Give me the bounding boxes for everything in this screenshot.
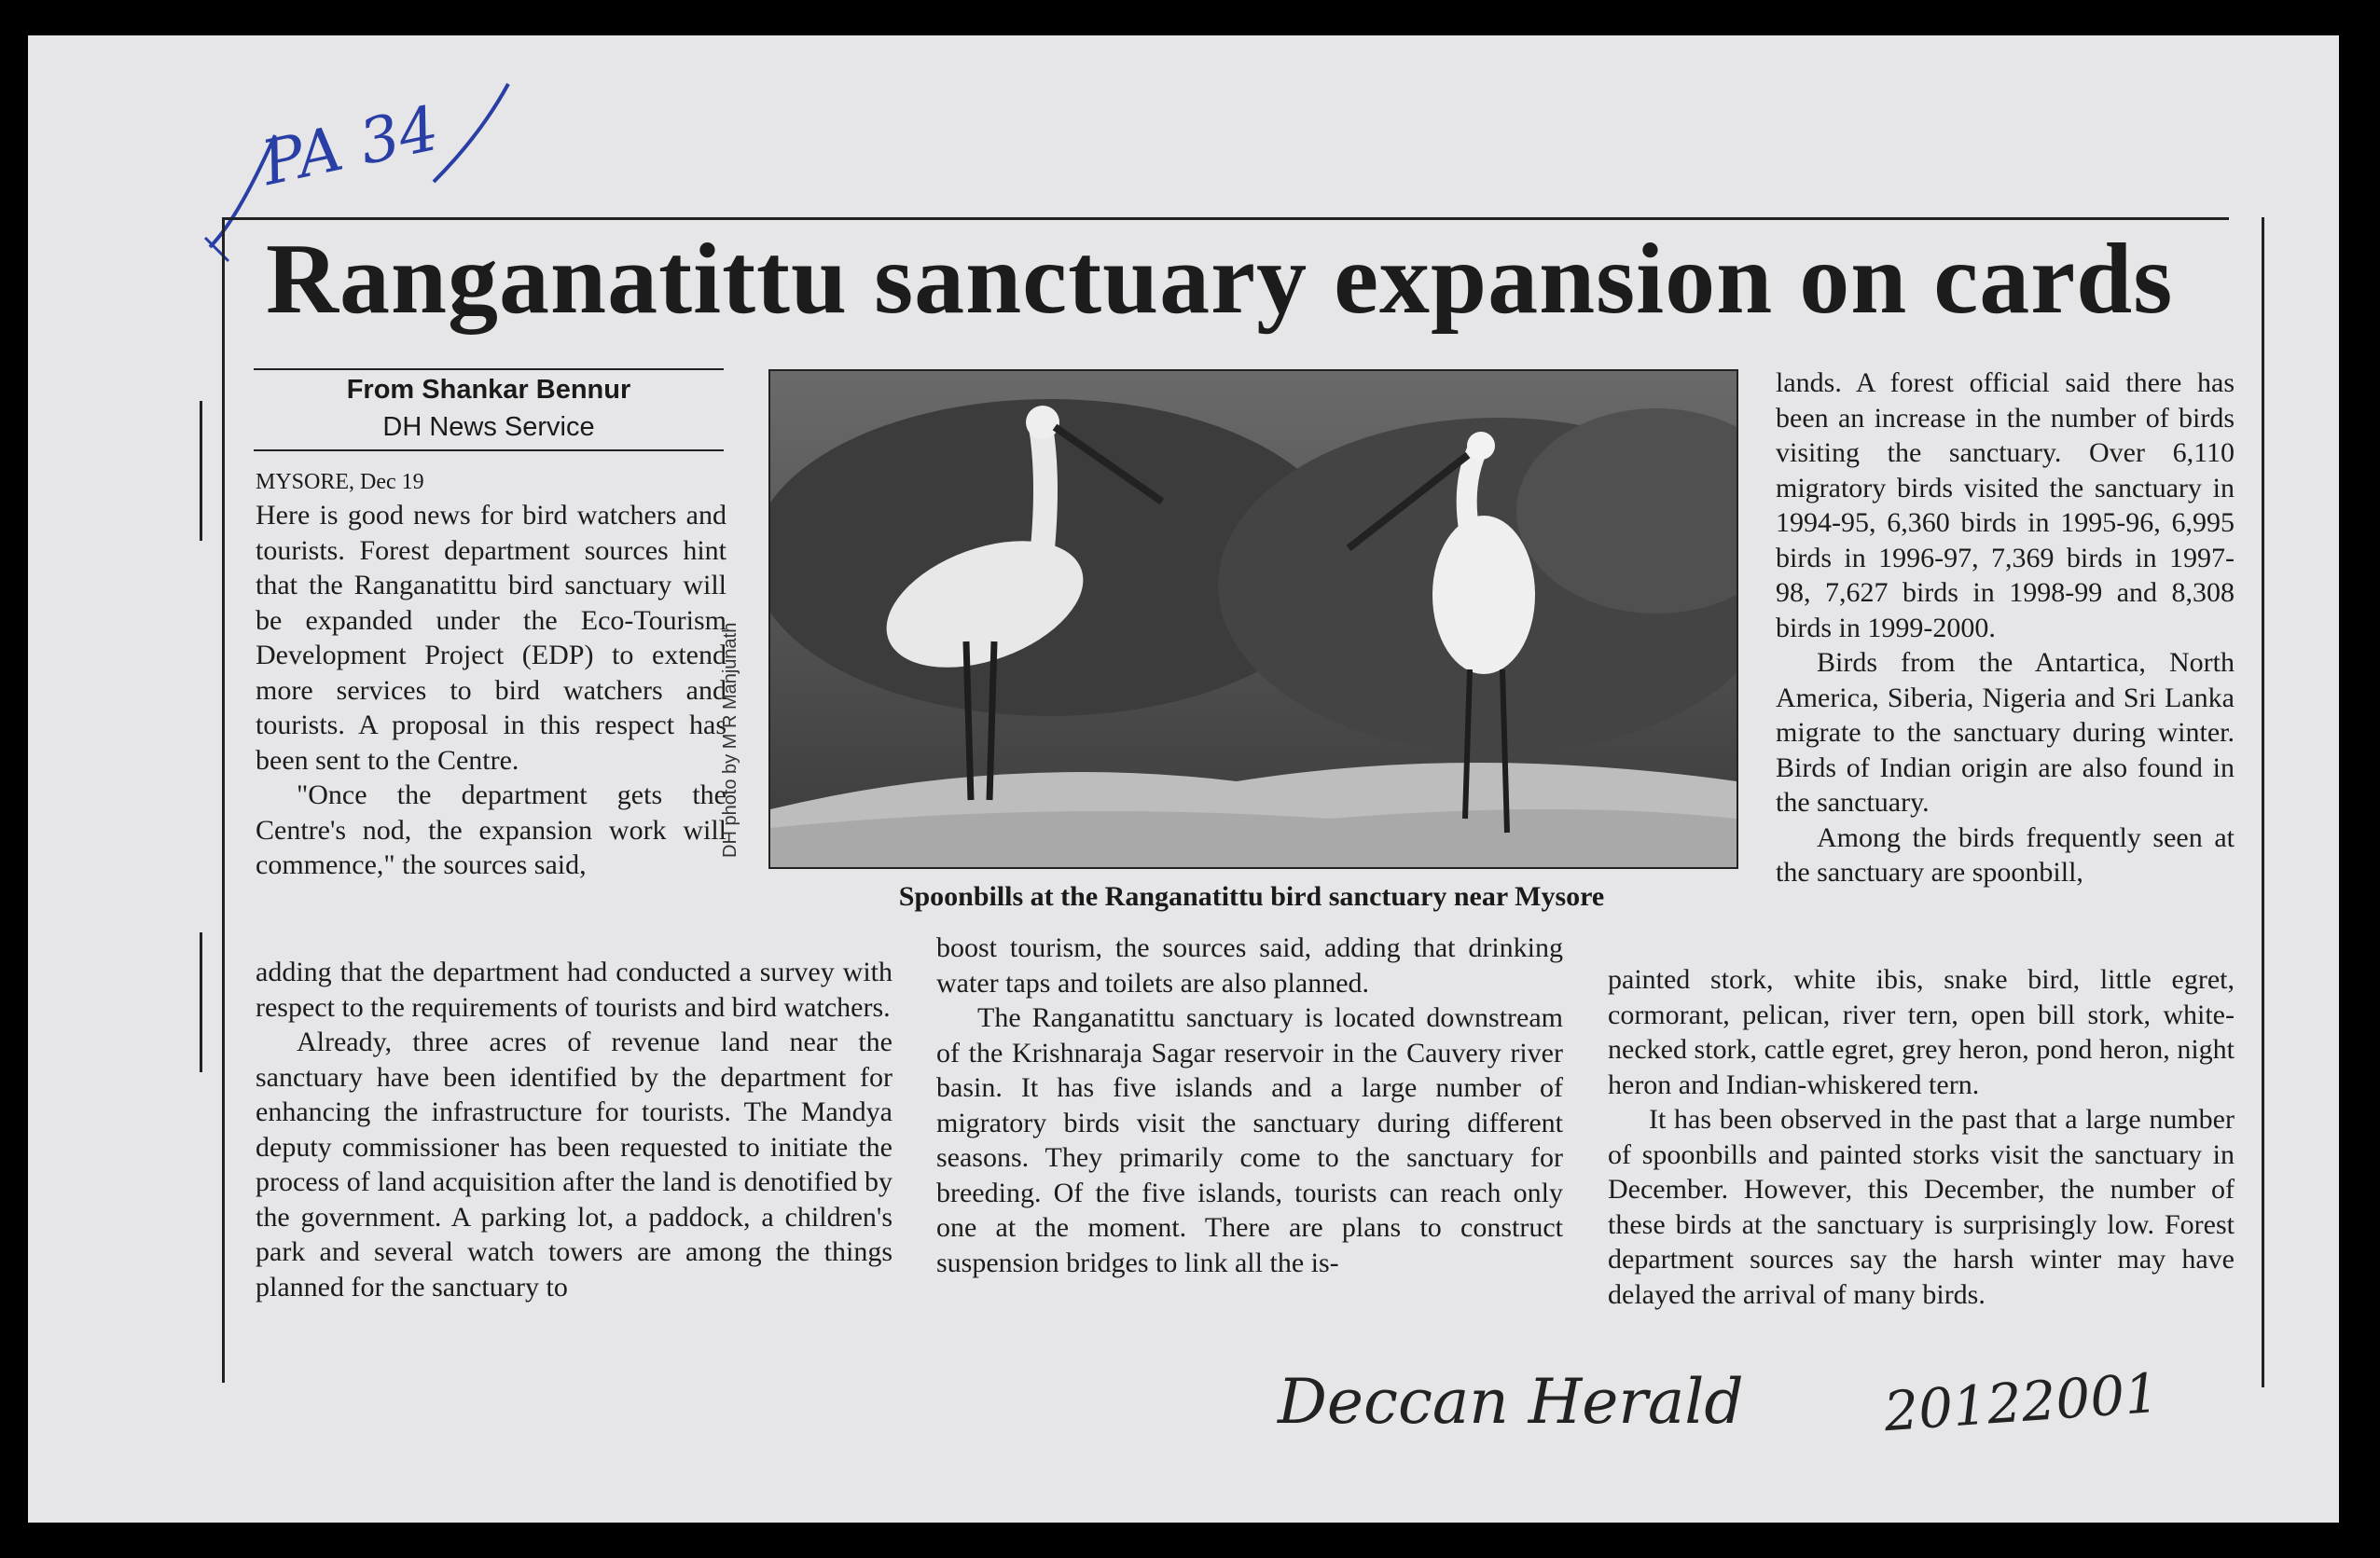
left-margin-tick: [200, 401, 202, 541]
paragraph-1: Here is good news for bird watchers and tourists. Forest department sources hint that the Ranganatittu bird sanctuary will be expanded under the Eco-Tourism Development Project (EDP) to extend more services to bird watchers and tourists. A proposal in this respect has been sent to the Centre.: [256, 500, 726, 776]
top-rule: [224, 217, 2229, 220]
headline: Ranganatittu sanctuary expansion on cards: [266, 224, 2174, 335]
byline-rule-bottom: [254, 449, 724, 451]
paragraph-3: Already, three acres of revenue land near the sanctuary have been identified by the department for enhancing the infrastructure for tourists. The Mandya deputy commissioner has been requested to initiate the process of land acquisition after the land is denotified by the government. A parking lot, a paddock, a children's park and several watch towers are among the things planned for the sanctuary to: [256, 1027, 892, 1303]
handwritten-date: 20122001: [1881, 1360, 2162, 1444]
paragraph-2: "Once the department gets the Centre's nod, the expansion work will commence," the sources said,: [256, 779, 726, 880]
paragraph-6: lands. A forest official said there has been an increase in the number of birds visiting the sanctuary. Over 6,110 migratory birds visited the sanctuary in 1994-95, 6,360 birds in 1995-96, 6,995 birds in 1996-97, 7,369 birds in 1997-98, 7,627 birds in 1998-99 and 8,308 birds in 1999-2000.: [1776, 367, 2235, 643]
paragraph-8-cont: painted stork, white ibis, snake bird, little egret, cormorant, pelican, river tern, open bill stork, white-necked stork, cattle egret, grey heron, pond heron, night heron and Indian-whiskered tern.: [1608, 964, 2235, 1100]
column-1-bottom: [256, 955, 892, 1304]
spoonbills-photo: [768, 369, 1738, 869]
photo-credit: DH photo by M R Manjunath: [720, 622, 740, 858]
dateline: MYSORE, Dec 19: [256, 470, 424, 494]
paragraph-2-cont: adding that the department had conducted a survey with respect to the requirements of tourists and bird watchers.: [256, 957, 892, 1023]
left-rule: [222, 217, 225, 1383]
photo-caption: Spoonbills at the Ranganatittu bird sanctuary near Mysore: [898, 881, 1605, 912]
right-rule: [2262, 217, 2264, 1387]
handwritten-source: Deccan Herald: [1278, 1366, 1744, 1438]
left-margin-tick-2: [200, 932, 202, 1072]
column-2: [936, 931, 1563, 1280]
byline-author: From Shankar Bennur: [346, 375, 631, 405]
paragraph-8: Among the birds frequently seen at the sanctuary are spoonbill,: [1776, 821, 2235, 888]
handwritten-ref-code: PA 34: [256, 91, 445, 200]
paragraph-7: Birds from the Antartica, North America, Siberia, Nigeria and Sri Lanka migrate to the sanctuary during winter. Birds of Indian origin are also found in the sanctuary.: [1776, 647, 2235, 818]
paragraph-9: It has been observed in the past that a large number of spoonbills and painted storks visit the sanctuary in December. However, this December, the number of these birds at the sanctuary is surprisingly low. Forest department sources say the harsh winter may have delayed the arrival of many birds.: [1608, 1104, 2235, 1310]
column-1-top: [256, 498, 726, 883]
column-3-bottom: [1608, 962, 2235, 1312]
paragraph-4: boost tourism, the sources said, adding that drinking water taps and toilets are also planned.: [936, 932, 1563, 999]
byline-service: DH News Service: [382, 412, 595, 442]
column-3-top: [1776, 365, 2235, 890]
paragraph-5: The Ranganatittu sanctuary is located downstream of the Krishnaraja Sagar reservoir in the Cauvery river basin. It has five islands and a large number of migratory birds visit the sanctuary during different seasons. They primarily come to the sanctuary for breeding. Of the five islands, tourists can reach only one at the moment. There are plans to construct suspension bridges to link all the is-: [936, 1002, 1563, 1278]
byline-rule-top: [254, 368, 724, 370]
